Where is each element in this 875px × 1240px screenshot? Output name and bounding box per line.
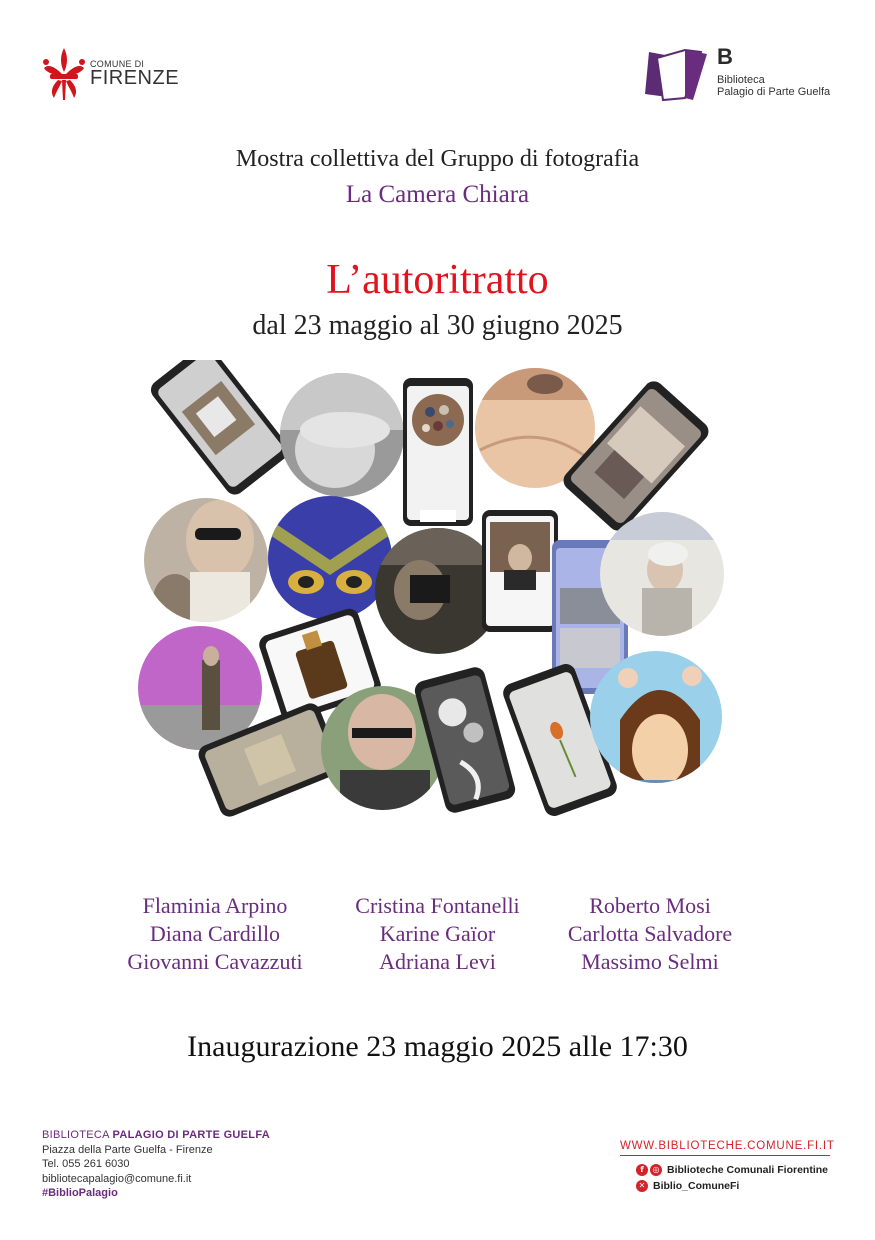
inauguration-text: Inaugurazione 23 maggio 2025 alle 17:30: [187, 1030, 688, 1063]
comune-wordmark: [90, 59, 179, 90]
social-label-1: Biblioteche Comunali Fiorentine: [667, 1164, 829, 1176]
social-x[interactable]: [620, 1180, 835, 1192]
biblioteca-line1: Biblioteca: [717, 74, 765, 86]
exhibition-title: L’autoritratto: [326, 257, 549, 303]
photo-circle-blue-mask: [265, 495, 395, 625]
group-name: La Camera Chiara: [345, 181, 530, 208]
biblioteca-logo: [645, 46, 845, 106]
library-email: bibliotecapalagio@comune.fi.it: [42, 1172, 192, 1185]
artist-name: Flaminia Arpino: [142, 893, 288, 918]
library-title-bold: PALAGIO DI PARTE GUELFA: [112, 1129, 270, 1141]
artist-name: Giovanni Cavazzuti: [127, 949, 303, 974]
photo-collage: [120, 360, 740, 830]
photo-circle-woman-bw: [280, 370, 410, 500]
photo-phone-beads: [403, 378, 473, 526]
comune-firenze-logo: [40, 44, 180, 104]
artists-column-3: [550, 892, 750, 976]
artist-name: Carlotta Salvadore: [567, 921, 733, 946]
library-web-social: [620, 1136, 835, 1192]
biblioteca-letter: B: [717, 44, 733, 69]
exhibition-subtitle: Mostra collettiva del Gruppo di fotografia: [235, 146, 640, 172]
biblioteca-name: [717, 74, 830, 98]
library-title-prefix: BIBLIOTECA: [42, 1129, 113, 1141]
artist-name: Karine Gaïor: [379, 921, 496, 946]
x-icon: ✕: [636, 1180, 648, 1192]
artist-name: Adriana Levi: [379, 949, 496, 974]
artist-name: Diana Cardillo: [149, 921, 281, 946]
artists-column-1: [110, 892, 320, 976]
photo-phone-flowers: [413, 665, 518, 815]
facebook-icon: f: [636, 1164, 648, 1176]
social-label-2: Biblio_ComuneFi: [653, 1180, 740, 1192]
library-title: [42, 1128, 270, 1143]
social-facebook-instagram[interactable]: [620, 1164, 835, 1176]
biblioteca-line2: Palagio di Parte Guelfa: [717, 86, 831, 98]
photo-phone-1: [147, 360, 293, 499]
comune-small-text: COMUNE DI: [90, 59, 145, 69]
photo-circle-smiling-woman: [140, 495, 270, 626]
library-phone: Tel. 055 261 6030: [42, 1158, 130, 1170]
website-link[interactable]: WWW.BIBLIOTECHE.COMUNE.FI.IT: [620, 1140, 830, 1156]
artists-column-2: [335, 892, 540, 976]
artist-name: Massimo Selmi: [581, 949, 719, 974]
biblioteca-mark-icon: [645, 48, 713, 102]
artist-name: Cristina Fontanelli: [355, 893, 520, 918]
exhibition-dates: dal 23 maggio al 30 giugno 2025: [252, 310, 623, 341]
library-hashtag: #BiblioPalagio: [42, 1187, 118, 1199]
artist-name: Roberto Mosi: [589, 893, 711, 918]
photo-phone-bookshelf: [482, 510, 558, 632]
instagram-icon: ◎: [650, 1164, 662, 1176]
library-address: Piazza della Parte Guelfa - Firenze: [42, 1143, 213, 1156]
comune-big-text: FIRENZE: [90, 67, 180, 89]
library-contact: [42, 1128, 270, 1201]
florence-lily-icon: [40, 44, 88, 104]
